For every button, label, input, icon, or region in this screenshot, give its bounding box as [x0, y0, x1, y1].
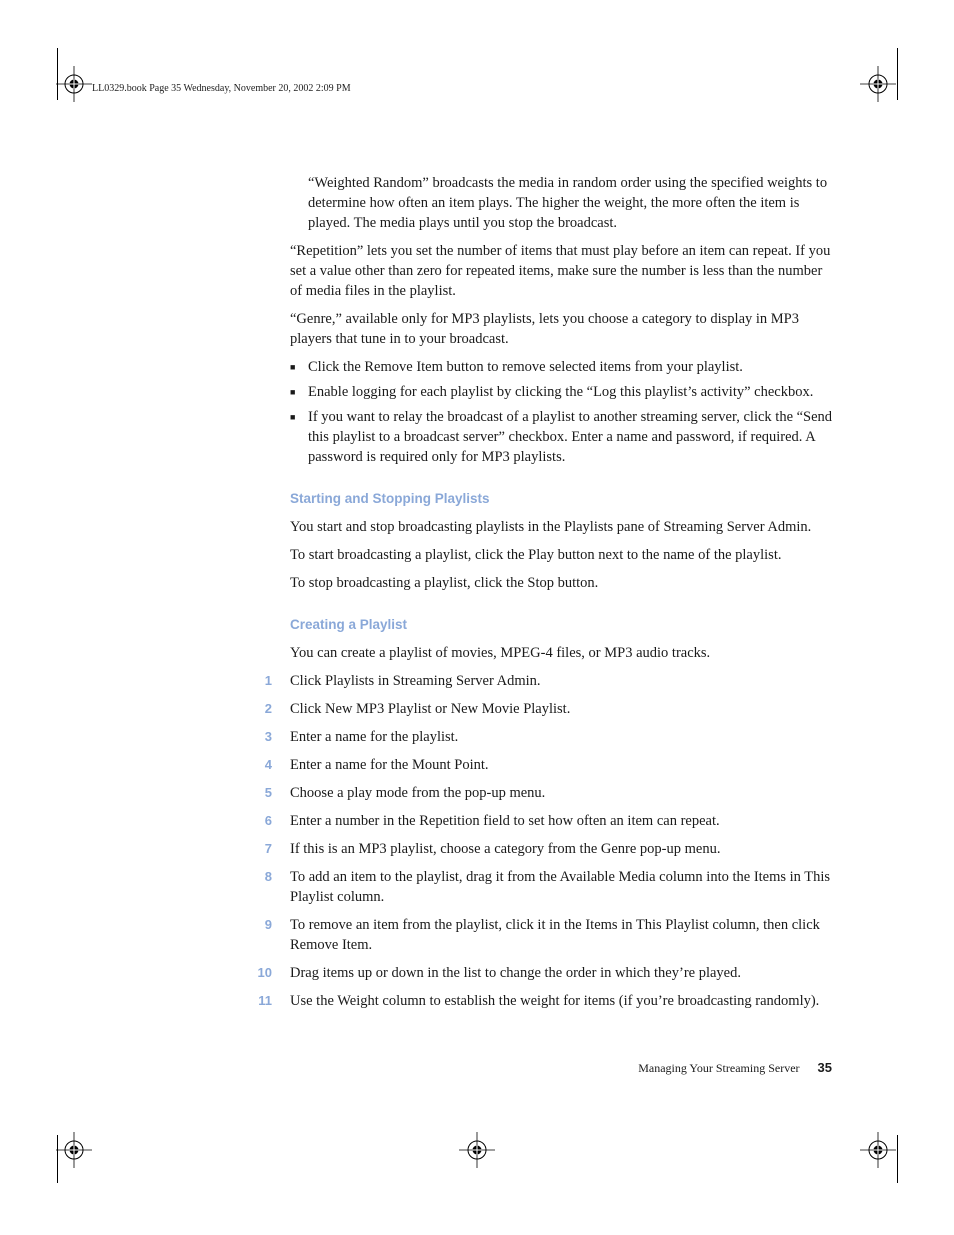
- step-number: 10: [257, 965, 272, 980]
- numbered-step: [264, 915, 835, 955]
- step-number: 1: [264, 673, 272, 688]
- step-number: 6: [264, 813, 272, 828]
- page-footer: [638, 1060, 832, 1076]
- paragraph: To start broadcasting a playlist, click the Play button next to the name of the playlist.: [290, 547, 782, 563]
- footer-section-title: Managing Your Streaming Server: [638, 1061, 800, 1075]
- bullet-item: [290, 407, 835, 467]
- step-text: Use the Weight column to establish the weight for items (if you’re broadcasting randomly).: [290, 993, 820, 1009]
- registration-mark-icon: [56, 1132, 92, 1168]
- paragraph: “Genre,” available only for MP3 playlists, lets you choose a category to display in MP3 players that tune in to your broadcast.: [290, 311, 800, 347]
- step-text: If this is an MP3 playlist, choose a category from the Genre pop-up menu.: [290, 841, 721, 857]
- numbered-step: [264, 755, 835, 775]
- paragraph: You start and stop broadcasting playlists in the Playlists pane of Streaming Server Admin.: [290, 519, 812, 535]
- numbered-step: [258, 991, 835, 1011]
- step-number: 3: [264, 729, 272, 744]
- crop-mark: [897, 1135, 898, 1183]
- step-number: 7: [264, 841, 272, 856]
- bullet-item: [290, 357, 835, 377]
- step-text: Enter a name for the playlist.: [290, 729, 459, 745]
- page-body: [257, 173, 835, 1019]
- step-text: Click Playlists in Streaming Server Admin.: [290, 673, 541, 689]
- paragraph: You can create a playlist of movies, MPEG-4 files, or MP3 audio tracks.: [290, 645, 711, 661]
- bullet-text: Enable logging for each playlist by clicking the “Log this playlist’s activity” checkbox.: [308, 384, 814, 400]
- registration-mark-icon: [860, 1132, 896, 1168]
- bullet-text: If you want to relay the broadcast of a playlist to another streaming server, click the “Send this playlist to a broadcast server” checkbox. Enter a name and password, if required. A password is required only for MP3 playlists.: [308, 409, 833, 465]
- bullet-text: Click the Remove Item button to remove selected items from your playlist.: [308, 359, 743, 375]
- numbered-step: [264, 867, 835, 907]
- section-heading: Creating a Playlist: [290, 617, 408, 632]
- bullet-item: [290, 382, 835, 402]
- bullet-square-icon: ■: [290, 362, 296, 372]
- numbered-step: [257, 963, 835, 983]
- step-text: Drag items up or down in the list to change the order in which they’re played.: [290, 965, 741, 981]
- step-number: 4: [264, 757, 272, 772]
- step-text: Click New MP3 Playlist or New Movie Playlist.: [290, 701, 571, 717]
- step-number: 11: [258, 993, 272, 1008]
- step-text: Enter a number in the Repetition field to set how often an item can repeat.: [290, 813, 720, 829]
- crop-mark: [897, 48, 898, 100]
- page-number: 35: [817, 1060, 832, 1075]
- step-number: 2: [264, 701, 272, 716]
- bullet-square-icon: ■: [290, 412, 296, 422]
- numbered-step: [264, 839, 835, 859]
- numbered-step: [264, 699, 835, 719]
- paragraph: To stop broadcasting a playlist, click the Stop button.: [290, 575, 599, 591]
- step-text: Choose a play mode from the pop-up menu.: [290, 785, 546, 801]
- numbered-step: [264, 783, 835, 803]
- registration-mark-icon: [56, 66, 92, 102]
- paragraph: “Repetition” lets you set the number of items that must play before an item can repeat. If you set a value other than zero for repeated items, make sure the number is less than the number of media files in the playlist.: [290, 243, 831, 299]
- numbered-step: [264, 811, 835, 831]
- step-number: 9: [264, 917, 272, 932]
- registration-mark-icon: [860, 66, 896, 102]
- numbered-step: [264, 727, 835, 747]
- registration-mark-icon: [459, 1132, 495, 1168]
- paragraph: “Weighted Random” broadcasts the media in random order using the specified weights to determine how often an item plays. The higher the weight, the more often the item is played. The media plays until you stop the broadcast.: [308, 175, 828, 231]
- print-slug: LL0329.book Page 35 Wednesday, November 20, 2002 2:09 PM: [92, 83, 351, 94]
- step-text: To add an item to the playlist, drag it from the Available Media column into the Items in This Playlist column.: [290, 869, 831, 905]
- step-number: 8: [264, 869, 272, 884]
- step-text: Enter a name for the Mount Point.: [290, 757, 489, 773]
- section-heading: Starting and Stopping Playlists: [290, 491, 490, 506]
- numbered-step: [264, 671, 835, 691]
- step-text: To remove an item from the playlist, click it in the Items in This Playlist column, then click Remove Item.: [290, 917, 820, 953]
- bullet-square-icon: ■: [290, 387, 296, 397]
- step-number: 5: [264, 785, 272, 800]
